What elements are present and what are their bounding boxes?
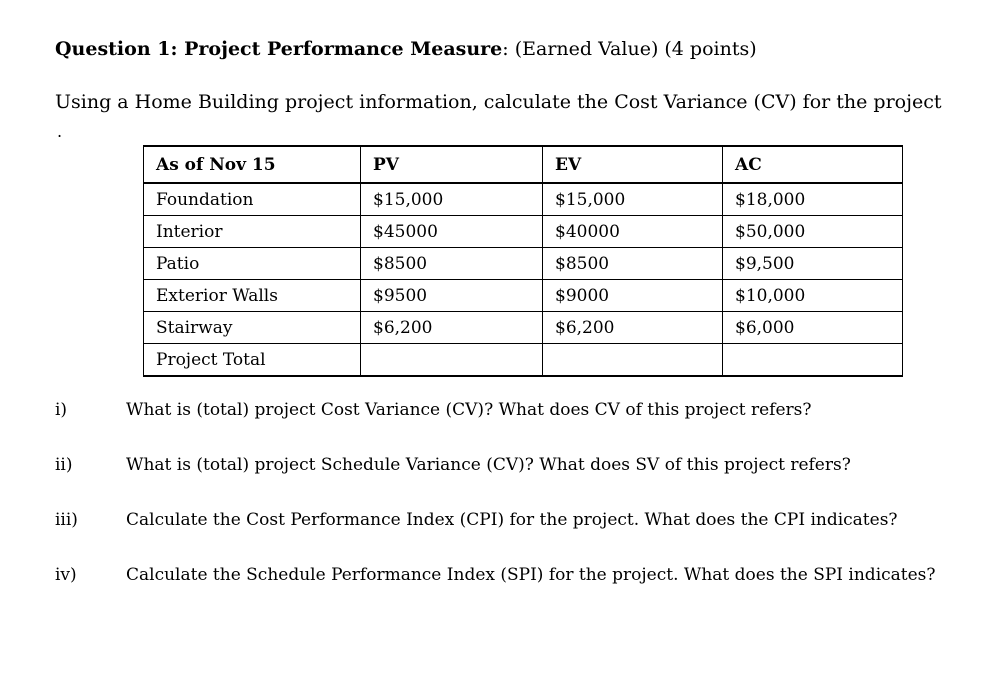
question-heading-rest: : (Earned Value) (4 points) bbox=[502, 38, 757, 60]
table-total-row bbox=[144, 344, 903, 377]
table-row bbox=[144, 280, 903, 312]
question-number: i) bbox=[55, 400, 68, 420]
pv-cell: $9500 bbox=[361, 280, 543, 312]
question-number: iii) bbox=[55, 510, 78, 530]
pv-cell: $45000 bbox=[361, 216, 543, 248]
row-label-cell: Patio bbox=[144, 248, 361, 280]
question-text: What is (total) project Cost Variance (CV)? What does CV of this project refers? bbox=[126, 400, 812, 420]
ac-cell: $50,000 bbox=[723, 216, 903, 248]
total-pv-cell bbox=[361, 344, 543, 377]
table-header-row bbox=[144, 146, 903, 183]
ev-cell: $9000 bbox=[543, 280, 723, 312]
ac-cell: $18,000 bbox=[723, 183, 903, 216]
table-row bbox=[144, 248, 903, 280]
ev-cell: $8500 bbox=[543, 248, 723, 280]
question-number: ii) bbox=[55, 455, 73, 475]
header-cell-ev: EV bbox=[543, 146, 723, 183]
earned-value-table bbox=[143, 145, 903, 377]
question-text: What is (total) project Schedule Variance (CV)? What does SV of this project refers? bbox=[126, 455, 851, 475]
ac-cell: $9,500 bbox=[723, 248, 903, 280]
header-cell-pv: PV bbox=[361, 146, 543, 183]
question-text: Calculate the Cost Performance Index (CPI) for the project. What does the CPI indicates? bbox=[126, 510, 898, 530]
row-label-cell: Foundation bbox=[144, 183, 361, 216]
question-text: Calculate the Schedule Performance Index (SPI) for the project. What does the SPI indicates? bbox=[126, 565, 936, 585]
question-heading-bold: Question 1: Project Performance Measure bbox=[55, 38, 503, 60]
row-label-cell: Interior bbox=[144, 216, 361, 248]
total-label-cell: Project Total bbox=[144, 344, 361, 377]
question-heading bbox=[55, 38, 757, 60]
ev-cell: $40000 bbox=[543, 216, 723, 248]
intro-trailing-dot: . bbox=[57, 122, 63, 141]
intro-text: Using a Home Building project information, calculate the Cost Variance (CV) for the project bbox=[55, 91, 942, 113]
pv-cell: $15,000 bbox=[361, 183, 543, 216]
table-row bbox=[144, 216, 903, 248]
table-row bbox=[144, 312, 903, 344]
ev-cell: $15,000 bbox=[543, 183, 723, 216]
pv-cell: $8500 bbox=[361, 248, 543, 280]
header-cell-date: As of Nov 15 bbox=[144, 146, 361, 183]
question-number: iv) bbox=[55, 565, 77, 585]
row-label-cell: Exterior Walls bbox=[144, 280, 361, 312]
ac-cell: $6,000 bbox=[723, 312, 903, 344]
ev-cell: $6,200 bbox=[543, 312, 723, 344]
pv-cell: $6,200 bbox=[361, 312, 543, 344]
table-row bbox=[144, 183, 903, 216]
total-ac-cell bbox=[723, 344, 903, 377]
row-label-cell: Stairway bbox=[144, 312, 361, 344]
header-cell-ac: AC bbox=[723, 146, 903, 183]
ac-cell: $10,000 bbox=[723, 280, 903, 312]
total-ev-cell bbox=[543, 344, 723, 377]
